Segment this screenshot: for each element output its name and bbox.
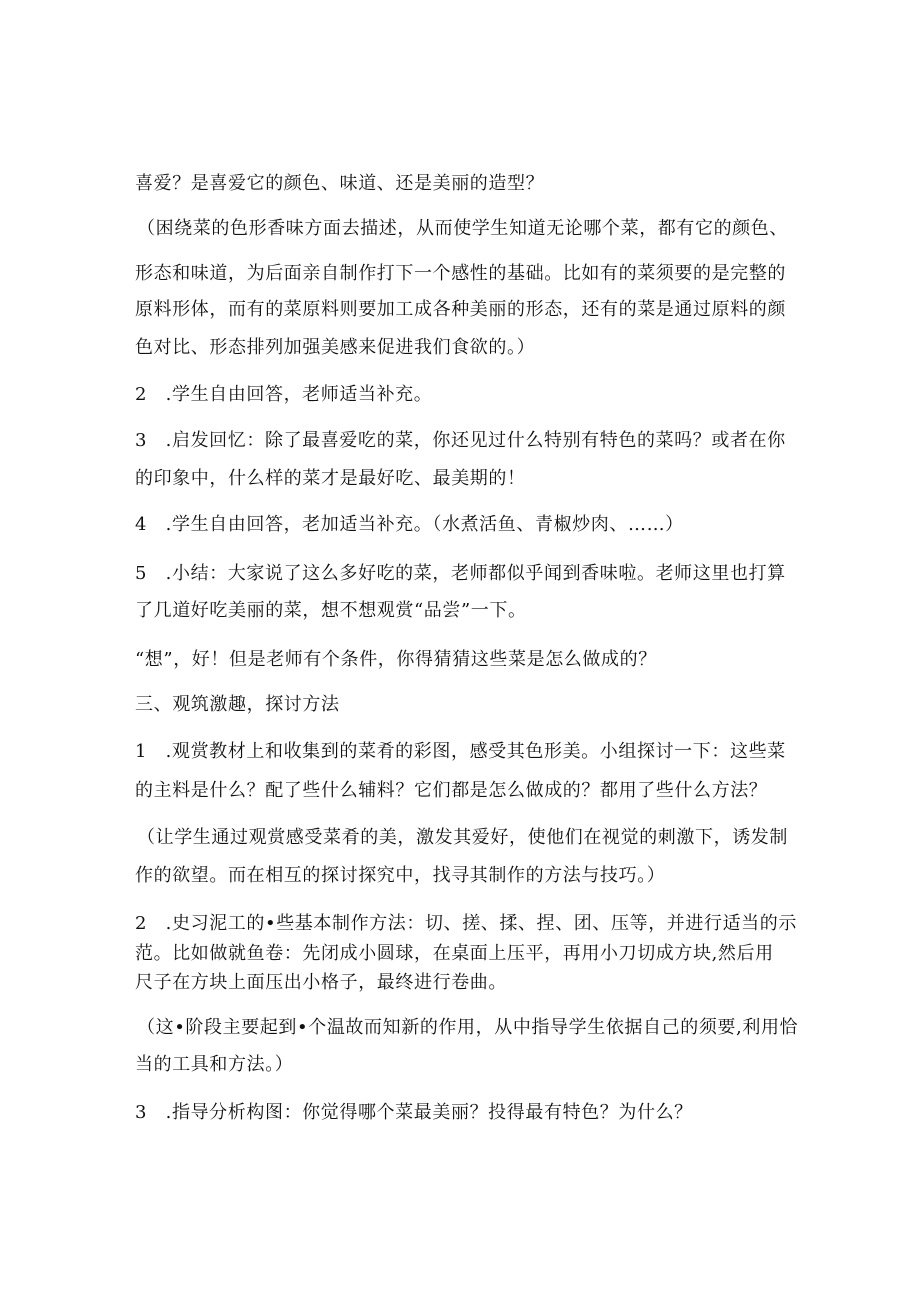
text-line: 当的工具和方法。） bbox=[135, 1054, 294, 1075]
text-line: 喜爱？是喜爱它的颜色、味道、还是美丽的造型？ bbox=[135, 173, 545, 194]
text-line: 作的欲望。而在相互的探讨探究中，找寻其制作的方法与技巧。） bbox=[135, 865, 666, 886]
text-line: 2 .学生自由回答，老师适当补充。 bbox=[135, 384, 433, 405]
text-line: （这•阶段主要起到•个温故而知新的作用，从中指导学生依据自己的须要,利用恰 bbox=[137, 1017, 799, 1038]
text-line: 1 .观赏教材上和收集到的菜肴的彩图，感受其色形美。小组探讨一下：这些菜 bbox=[135, 741, 786, 762]
text-line: 的印象中，什么样的菜才是最好吃、最美期的！ bbox=[135, 468, 526, 489]
text-line: 色对比、形态排列加强美感来促进我们食欲的。） bbox=[135, 337, 536, 358]
text-line: “想”，好！但是老师有个条件，你得猜猜这些菜是怎么做成的？ bbox=[135, 649, 657, 670]
text-line: 形态和味道，为后面亲自制作打下一个感性的基础。比如有的菜须要的是完整的 bbox=[135, 263, 786, 284]
text-line: （困绕菜的色形香味方面去描述，从而使学生知道无论哪个菜，都有它的颜色、 bbox=[137, 218, 788, 239]
text-line: 尺子在方块上面压出小格子，最终进行卷曲。 bbox=[135, 972, 507, 993]
text-line: 原料形体，而有的菜原料则要加工成各种美丽的形态，还有的菜是通过原料的颜 bbox=[135, 299, 786, 320]
text-line: 5 .小结：大家说了这么多好吃的菜，老师都似乎闻到香味啦。老师这里也打算 bbox=[135, 563, 786, 584]
text-line: 了几道好吃美丽的菜，想不想观赏“品尝”一下。 bbox=[135, 600, 527, 621]
text-line: （让学生通过观赏感受菜肴的美，激发其爱好，使他们在视觉的刺激下，诱发制 bbox=[137, 827, 788, 848]
text-line: 的主料是什么？配了些什么辅料？它们都是怎么做成的？都用了些什么方法？ bbox=[135, 780, 768, 801]
text-line: 三、观筑激趣，探讨方法 bbox=[135, 694, 340, 715]
text-line: 范。比如做就鱼卷：先闭成小圆球，在桌面上压平，再用小刀切成方块,然后用 bbox=[135, 943, 774, 964]
text-line: 4 .学生自由回答，老加适当补充。（水煮活鱼、青椒炒肉、……） bbox=[135, 514, 684, 535]
text-line: 3 .指导分析构图：你觉得哪个菜最美丽？投得最有特色？为什么？ bbox=[135, 1102, 693, 1123]
text-line: 2 .史习泥工的•些基本制作方法：切、搓、揉、捏、团、压等，并进行适当的示 bbox=[135, 913, 797, 934]
text-line: 3 .启发回忆：除了最喜爱吃的菜，你还见过什么特别有特色的菜吗？或者在你 bbox=[135, 430, 786, 451]
